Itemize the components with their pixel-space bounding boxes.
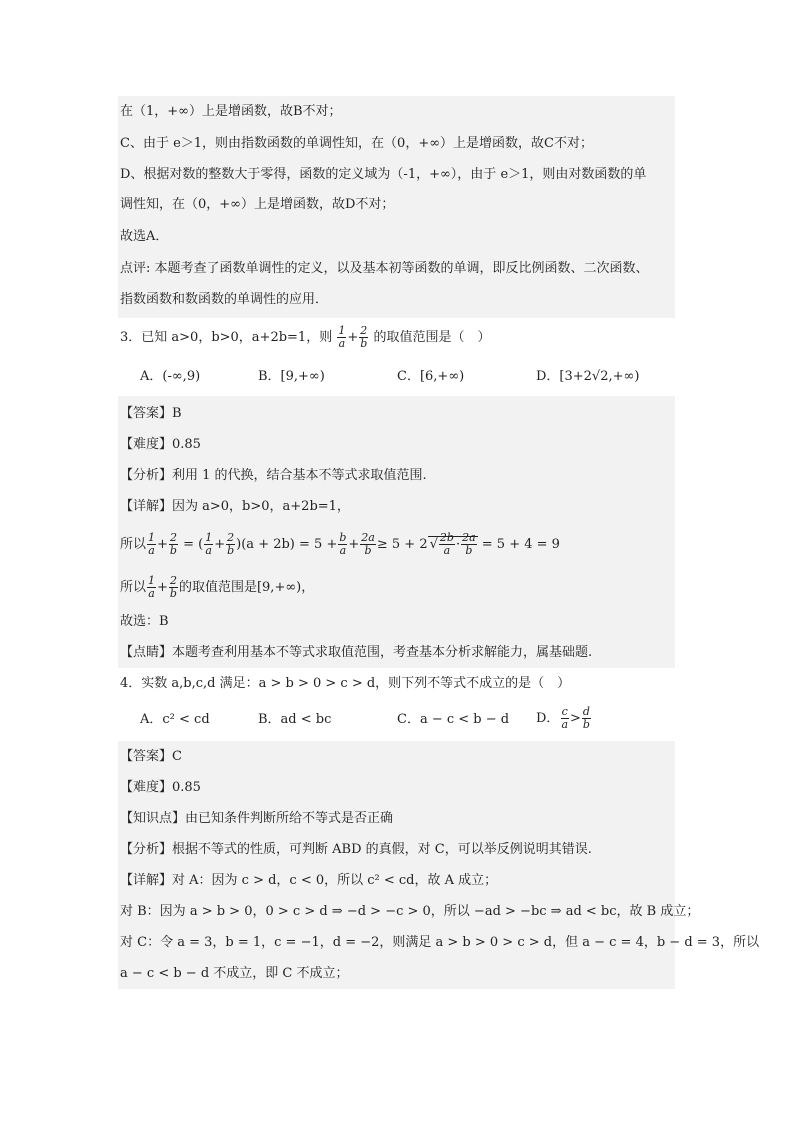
label: 所以 [120,580,147,595]
choose: 故选：B [120,614,169,629]
text-line: 在（1，+∞）上是增函数，故B不对； [120,104,342,119]
derivation-line-2: 所以 $\frac{1}{a}$ + $\frac{2}{b}$ 的取值范围是[9,+∞)， [120,574,315,600]
difficulty: 【难度】0.85 [120,780,201,795]
text-line: 故选A． [120,229,169,244]
fraction: $\frac{2}{b}$ [360,324,368,350]
fraction: $\frac{1}{a}$ [205,531,213,557]
fraction: $\frac{2}{b}$ [169,574,177,600]
expr: = 5 + 4 = 9 [481,537,560,552]
text-line: D、根据对数的整数大于零得，函数的定义域为（-1，+∞），由于 e＞1，则由对数函数的单 [120,167,647,182]
option-d [536,704,592,734]
fraction: $\frac{c}{a}$ [561,705,568,731]
expr: (a + 2b) = 5 + [241,537,338,552]
option-a: A．(-∞,9) [140,369,201,384]
fraction: $\frac{1}{a}$ [148,574,156,600]
fraction: $\frac{2b}{a}$ [439,531,454,557]
label: 的取值范围是[9,+∞)， [178,580,315,595]
option-a: A．c² < cd [140,712,210,727]
option-c: C．[6,+∞) [397,369,465,384]
fraction: $\frac{1}{a}$ [338,324,346,350]
fraction: $\frac{b}{a}$ [339,531,347,557]
fraction: $\frac{2}{b}$ [169,531,177,557]
fraction: $\frac{1}{a}$ [148,531,156,557]
expr: ≥ 5 + 2 [376,537,428,552]
detail-a: 【详解】对 A：因为 c > d，c < 0，所以 c² < cd，故 A 成立； [120,873,498,888]
stem-prefix: 3．已知 a>0，b>0，a+2b=1，则 [120,330,333,345]
text-line: C、由于 e＞1，则由指数函数的单调性知，在（0，+∞）上是增函数，故C不对； [120,136,593,151]
question-4-stem: 4．实数 a,b,c,d 满足：a > b > 0 > c > d，则下列不等式不成立的是（ ） [120,676,571,691]
analysis: 【分析】利用 1 的代换，结合基本不等式求取值范围. [120,468,427,483]
option-b: B．[9,+∞) [258,369,325,384]
fraction: $\frac{2a}{b}$ [361,531,375,557]
text-line: 点评: 本题考查了函数单调性的定义，以及基本初等函数的单调，即反比例函数、二次函数、 [120,261,649,276]
question-3-stem: 3．已知 a>0，b>0，a+2b=1，则 $\frac{1}{a}$ + $\frac{2}{b}$ 的取值范围是（ ） [120,324,491,350]
text-line: 调性知，在（0，+∞）上是增函数，故D不对； [120,197,395,212]
fraction: $\frac{d}{b}$ [582,705,590,731]
option-b: B．ad < bc [258,712,332,727]
analysis: 【分析】根据不等式的性质，可判断 ABD 的真假，对 C，可以举反例说明其错误. [120,842,592,857]
gt: > [570,711,581,726]
detail: 【详解】因为 a>0，b>0，a+2b=1， [120,499,350,514]
derivation-line: 所以 $\frac{1}{a}$ + $\frac{2}{b}$ = ( $\frac{1}{a}$ + $\frac{2}{b}$ )(a + 2b) = 5 + $\frac{b}{a}$ + $\frac{2a}{b}$ ≥ 5 + 2 √ $\frac{2b}{a}$ · $\frac{2a}{b}$ = 5 + 4 = 9 [120,531,560,557]
detail-c-cont: a − c < b − d 不成立，即 C 不成立； [120,966,349,981]
difficulty: 【难度】0.85 [120,437,201,452]
label: 所以 [120,537,147,552]
answer: 【答案】B [120,406,182,421]
text-line: 指数函数和数函数的单调性的应用． [120,292,329,307]
stem-suffix: 的取值范围是（ ） [373,330,491,345]
sqrt: √ $\frac{2b}{a}$ · $\frac{2a}{b}$ [429,531,476,557]
fraction: $\frac{2a}{b}$ [462,531,476,557]
fraction: $\frac{2}{b}$ [227,531,235,557]
comment: 【点睛】本题考查利用基本不等式求取值范围，考查基本分析求解能力，属基础题. [120,645,593,660]
option-c: C．a − c < b − d [397,712,510,727]
answer: 【答案】C [120,749,182,764]
option-label: D． [536,711,560,726]
detail-c: 对 C：令 a = 3，b = 1，c = −1，d = −2，则满足 a > b > 0 > c > d，但 a − c = 4，b − d = 3，所以 [120,935,760,950]
option-d: D．[3+2√2,+∞) [536,369,640,384]
knowledge-point: 【知识点】由已知条件判断所给不等式是否正确 [120,811,394,826]
detail-b: 对 B：因为 a > b > 0，0 > c > d ⇒ −d > −c > 0，所以 −ad > −bc ⇒ ad < bc，故 B 成立； [120,904,700,919]
